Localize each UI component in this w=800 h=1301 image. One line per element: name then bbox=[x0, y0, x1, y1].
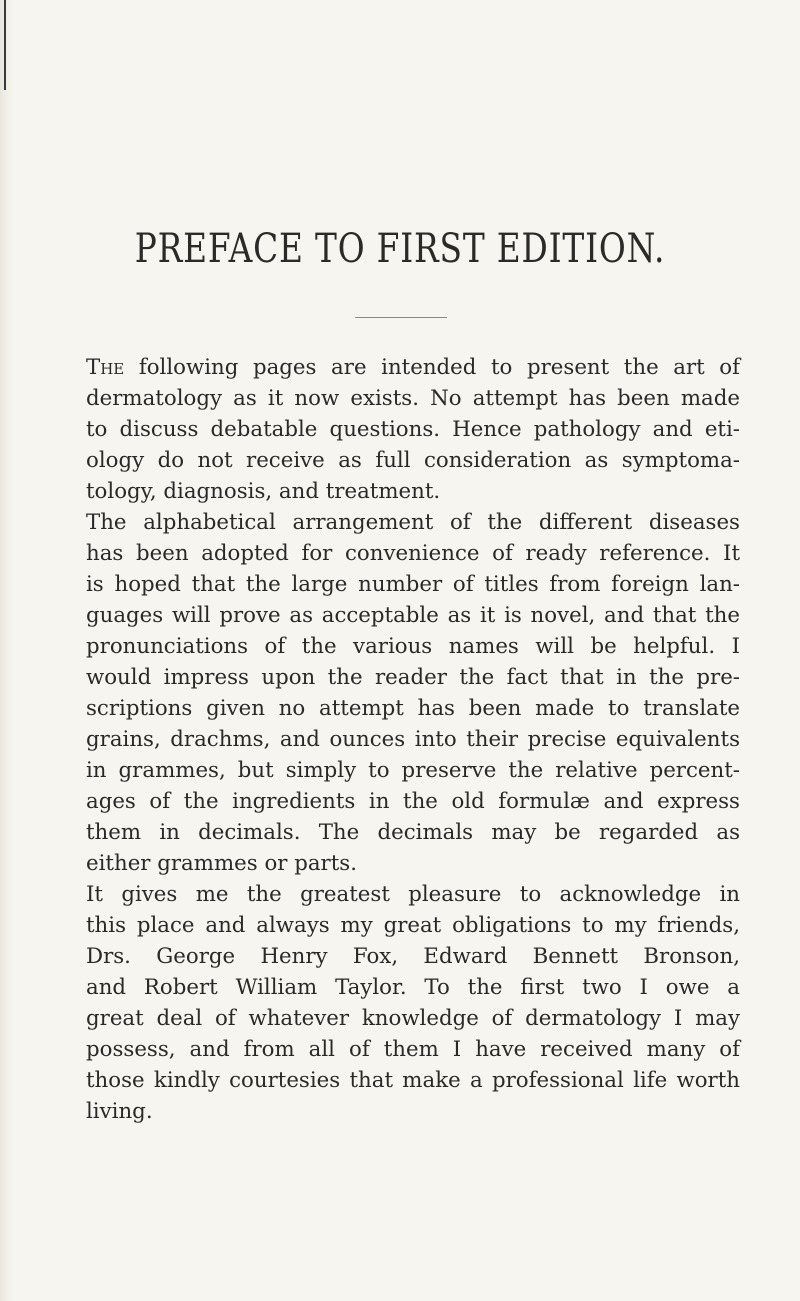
text-line: tology, diagnosis, and treatment. bbox=[86, 479, 441, 504]
text-line: ology do not receive as full consideration as symptoma- bbox=[86, 448, 740, 473]
text-line: this place and always my great obligations to my friends, bbox=[86, 913, 740, 938]
text-line: to discuss debatable questions. Hence pathology and eti- bbox=[86, 417, 740, 442]
text-line: them in decimals. The decimals may be regarded as bbox=[86, 820, 740, 845]
text-line: living. bbox=[86, 1099, 153, 1124]
text-line: is hoped that the large number of titles from foreign lan- bbox=[86, 572, 740, 597]
text-line: The alphabetical arrangement of the different diseases bbox=[86, 510, 740, 535]
text-line: great deal of whatever knowledge of dermatology I may bbox=[86, 1006, 740, 1031]
text-line: has been adopted for convenience of ready reference. It bbox=[86, 541, 740, 566]
text-line: dermatology as it now exists. No attempt has been made bbox=[86, 386, 740, 411]
text-line: would impress upon the reader the fact that in the pre- bbox=[86, 665, 740, 690]
small-caps-opening: The bbox=[86, 355, 125, 380]
text-line: ages of the ingredients in the old formulæ and express bbox=[86, 789, 740, 814]
text-line: scriptions given no attempt has been made to translate bbox=[86, 696, 740, 721]
text-line: grains, drachms, and ounces into their precise equivalents bbox=[86, 727, 740, 752]
text-line: pronunciations of the various names will be helpful. I bbox=[86, 634, 740, 659]
page-title: PREFACE TO FIRST EDITION. bbox=[134, 226, 666, 272]
text-line: The following pages are intended to present the art of bbox=[86, 355, 740, 380]
text-line: those kindly courtesies that make a professional life worth bbox=[86, 1068, 740, 1093]
preface-body bbox=[86, 352, 740, 1127]
text-line: and Robert William Taylor. To the first two I owe a bbox=[86, 975, 740, 1000]
text-line: either grammes or parts. bbox=[86, 851, 357, 876]
text-line: It gives me the greatest pleasure to acknowledge in bbox=[86, 882, 740, 907]
text-line: guages will prove as acceptable as it is novel, and that the bbox=[86, 603, 740, 628]
text-line: in grammes, but simply to preserve the relative percent- bbox=[86, 758, 740, 783]
text-line: possess, and from all of them I have received many of bbox=[86, 1037, 740, 1062]
text-line: Drs. George Henry Fox, Edward Bennett Bronson, bbox=[86, 944, 740, 969]
title-divider bbox=[355, 317, 447, 318]
